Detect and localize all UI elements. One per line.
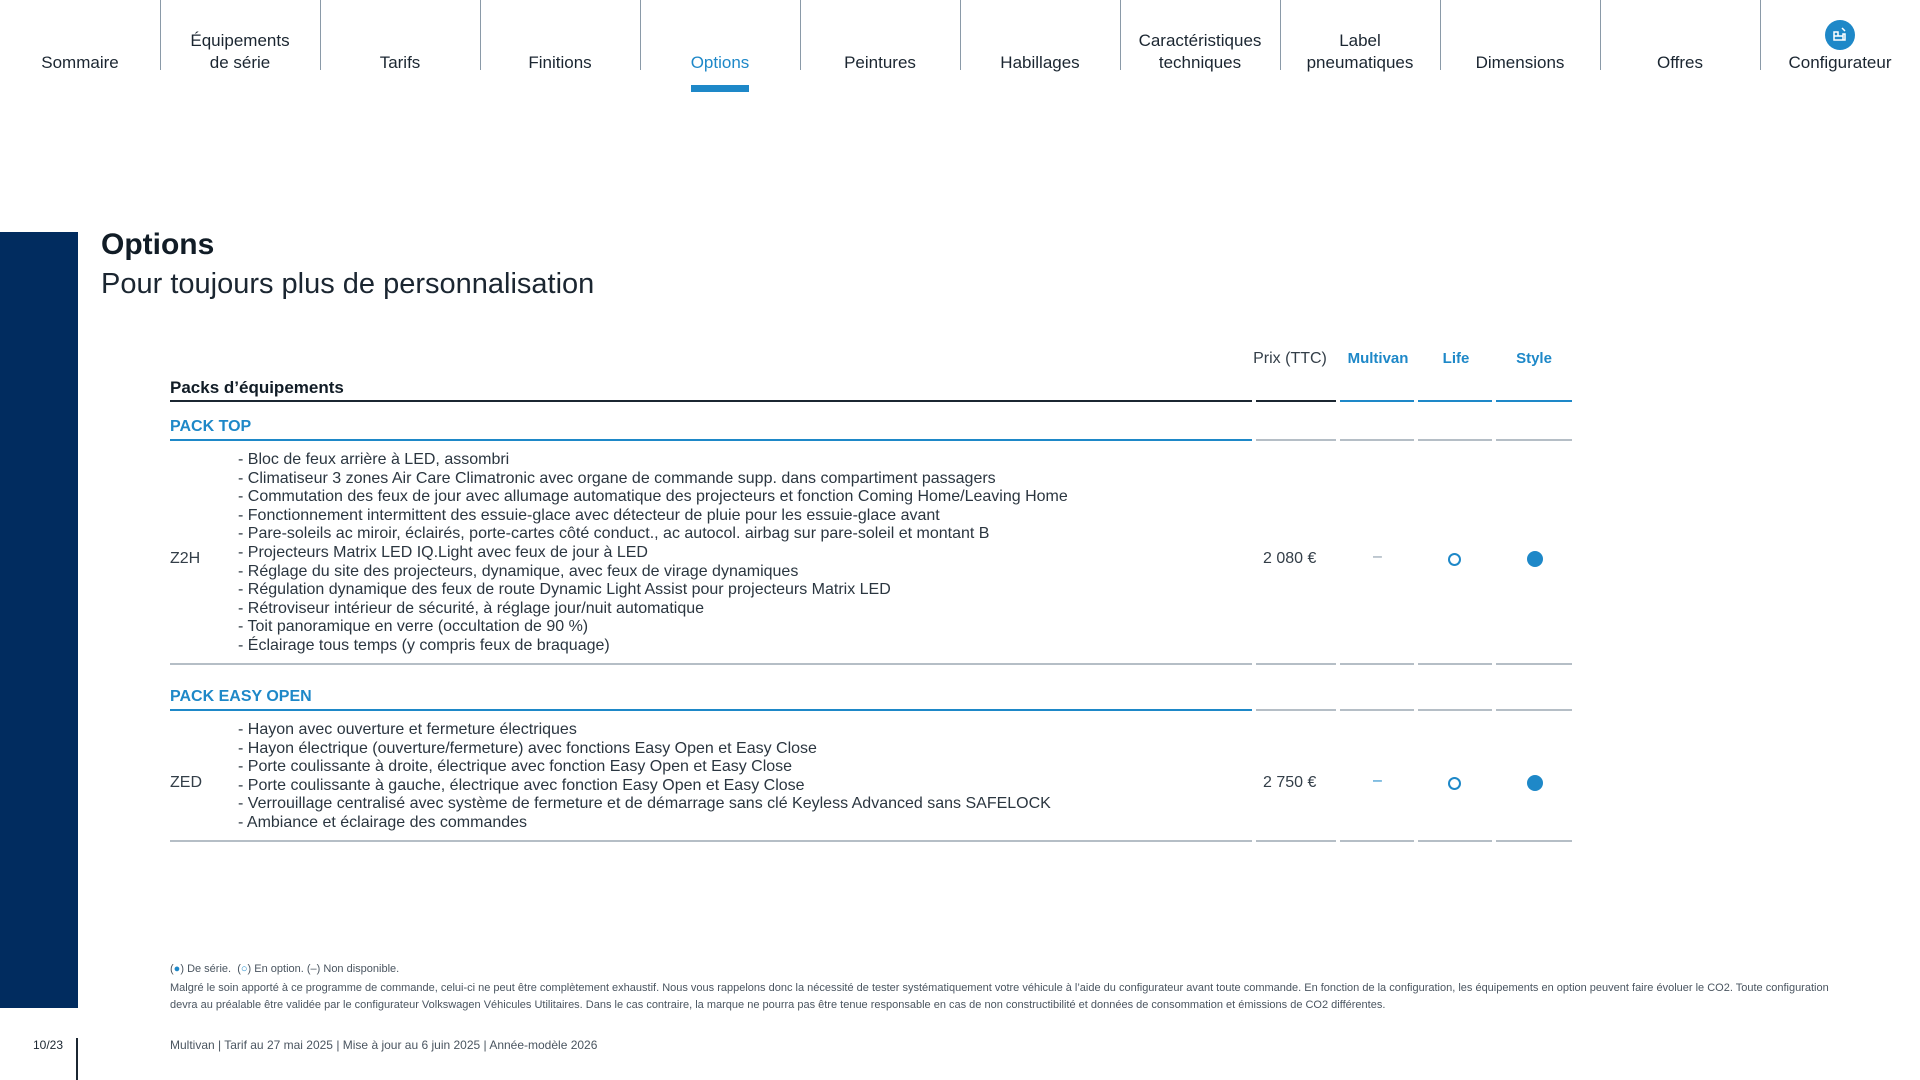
variant-header-style: Style — [1516, 350, 1552, 367]
option-price: 2 080 € — [1263, 550, 1317, 567]
row-divider — [1340, 840, 1414, 842]
nav-item-label: Équipements de série — [190, 31, 290, 72]
configurator-icon[interactable] — [1825, 20, 1855, 50]
nav-item-finitions[interactable] — [480, 0, 640, 100]
nav-item-label: Tarifs — [379, 53, 421, 72]
price-column-header: Prix (TTC) — [1253, 350, 1327, 367]
standard-equipment-icon — [1527, 551, 1543, 567]
option-legend-icon: ○ — [240, 963, 248, 975]
pack-divider — [1496, 709, 1572, 711]
list-item: - Fonctionnement intermittent des essuie-glace avec détecteur de pluie pour les essuie-glace avant — [238, 506, 940, 524]
active-tab-indicator — [691, 85, 749, 92]
header-divider — [1340, 400, 1414, 402]
nav-item-label-pneumatiques[interactable] — [1280, 0, 1440, 100]
pack-divider — [1340, 709, 1414, 711]
row-divider — [170, 840, 1252, 842]
pack-divider — [1418, 709, 1492, 711]
nav-item-dimensions[interactable] — [1440, 0, 1600, 100]
nav-item-peintures[interactable] — [800, 0, 960, 100]
standard-equipment-icon — [1527, 775, 1543, 791]
nav-item-habillages[interactable] — [960, 0, 1120, 100]
list-item: - Porte coulissante à gauche, électrique avec fonction Easy Open et Easy Close — [238, 776, 805, 794]
list-item: - Projecteurs Matrix LED IQ.Light avec feux de jour à LED — [238, 543, 648, 561]
legend-unavailable: Non disponible. — [323, 963, 400, 975]
page-subtitle: Pour toujours plus de personnalisation — [101, 268, 595, 300]
list-item: - Éclairage tous temps (y compris feux de braquage) — [238, 636, 610, 654]
row-divider — [1496, 840, 1572, 842]
nav-item-offres[interactable] — [1600, 0, 1760, 100]
option-available-icon — [1448, 553, 1461, 566]
nav-item-tarifs[interactable] — [320, 0, 480, 100]
pack-divider — [1340, 439, 1414, 441]
nav-item-label: Sommaire — [41, 53, 119, 72]
page-title: Options — [101, 228, 215, 261]
pack-divider — [170, 709, 1252, 711]
list-item: - Rétroviseur intérieur de sécurité, à réglage jour/nuit automatique — [238, 599, 705, 617]
legend-standard: De série. — [187, 963, 232, 975]
list-item: - Réglage du site des projecteurs, dynamique, avec feux de virage dynamiques — [238, 562, 799, 580]
list-item: - Hayon avec ouverture et fermeture électriques — [238, 721, 577, 738]
row-divider — [1340, 663, 1414, 665]
row-divider — [1418, 840, 1492, 842]
legend-option: En option. — [254, 963, 304, 975]
list-item: - Porte coulissante à droite, électrique avec fonction Easy Open et Easy Close — [238, 758, 793, 776]
nav-item-sommaire[interactable] — [0, 0, 160, 100]
option-available-icon — [1448, 777, 1461, 790]
nav-item-label: Habillages — [1000, 53, 1080, 72]
nav-item-label: Caractéristiques techniques — [1138, 31, 1262, 72]
section-title: Packs d’équipements — [170, 378, 344, 397]
row-divider — [1256, 663, 1336, 665]
nav-item-label: Label pneumatiques — [1306, 31, 1414, 72]
header-divider — [170, 400, 1252, 402]
row-divider — [1256, 840, 1336, 842]
nav-item-label: Dimensions — [1475, 53, 1565, 72]
option-price: 2 750 € — [1263, 774, 1317, 791]
page-number-divider — [76, 1038, 78, 1080]
page-number: 10/23 — [33, 1038, 64, 1052]
not-available-marker: – — [1373, 548, 1382, 565]
pack-name: PACK EASY OPEN — [170, 688, 312, 705]
pack-divider — [1418, 439, 1492, 441]
list-item: - Pare-soleils ac miroir, éclairés, porte-cartes côté conduct., ac autocol. airbag sur pare-soleil et montant B — [238, 525, 990, 543]
row-divider — [170, 663, 1252, 665]
nav-item-label: Finitions — [528, 53, 592, 72]
legend: (●) De série. (○) En option. (–) Non disponible. — [170, 963, 400, 975]
nav-item-caracteristiques-techniques[interactable] — [1120, 0, 1280, 100]
pack-divider — [1256, 709, 1336, 711]
nav-item-configurateur[interactable] — [1760, 0, 1920, 100]
not-available-marker: – — [1373, 772, 1382, 789]
nav-item-options[interactable] — [640, 0, 800, 100]
row-divider — [1418, 663, 1492, 665]
nav-item-equipements-de-serie[interactable] — [160, 0, 320, 100]
list-item: - Ambiance et éclairage des commandes — [238, 813, 528, 831]
list-item: - Climatiseur 3 zones Air Care Climatronic avec organe de commande supp. dans compartiment passagers — [238, 469, 996, 487]
pack-items-list — [238, 721, 1051, 833]
list-item: - Toit panoramique en verre (occultation de 90 %) — [238, 618, 589, 636]
pack-divider — [1496, 439, 1572, 441]
header-divider — [1496, 400, 1572, 402]
header-divider — [1418, 400, 1492, 402]
header-divider — [1256, 400, 1336, 402]
option-code: Z2H — [170, 550, 201, 567]
list-item: - Verrouillage centralisé avec système de fermeture et de démarrage sans clé Keyless Advanced sans SAFELOCK — [238, 795, 1051, 813]
nav-item-label: Configurateur — [1788, 53, 1892, 72]
variant-header-multivan: Multivan — [1347, 350, 1409, 367]
disclaimer: Malgré le soin apporté à ce programme de commande, celui-ci ne peut être complètement exhaustif. Nous vous rappelons donc la nécessité de tester systématiquement votre véhicule à l’aide du configurateur avant toute commande. En fonction de la configuration, les équipements en option peuvent faire évoluer le CO2. Toute configuration devra au préalable être validée par le configurateur Volkswagen Véhicules Utilitaires. Dans le cas contraire, la marque ne pourra pas être tenue responsable en cas de non constructibilité et données de consommation et émissions de CO2 différentes. — [170, 982, 1829, 1011]
list-item: - Bloc de feux arrière à LED, assombri — [238, 451, 510, 468]
row-divider — [1496, 663, 1572, 665]
nav-item-label: Options — [690, 53, 750, 72]
nav-item-label: Peintures — [844, 53, 916, 72]
list-item: - Hayon électrique (ouverture/fermeture) avec fonctions Easy Open et Easy Close — [238, 739, 817, 757]
pack-name: PACK TOP — [170, 418, 252, 435]
option-code: ZED — [170, 774, 202, 791]
nav-item-label: Offres — [1657, 53, 1703, 72]
variant-header-life: Life — [1442, 350, 1470, 367]
footer-meta: Multivan | Tarif au 27 mai 2025 | Mise à jour au 6 juin 2025 | Année-modèle 2026 — [170, 1038, 598, 1052]
top-nav — [0, 0, 1920, 100]
list-item: - Commutation des feux de jour avec allumage automatique des projecteurs et fonction Coming Home/Leaving Home — [238, 488, 1068, 506]
pack-divider — [1256, 439, 1336, 441]
standard-legend-icon: ● — [173, 963, 181, 975]
car-seat-icon — [1831, 26, 1849, 44]
side-accent-bar — [0, 232, 78, 1008]
pack-items-list — [238, 451, 1068, 656]
list-item: - Régulation dynamique des feux de route Dynamic Light Assist pour projecteurs Matrix LED — [238, 581, 891, 599]
pack-divider — [170, 439, 1252, 441]
